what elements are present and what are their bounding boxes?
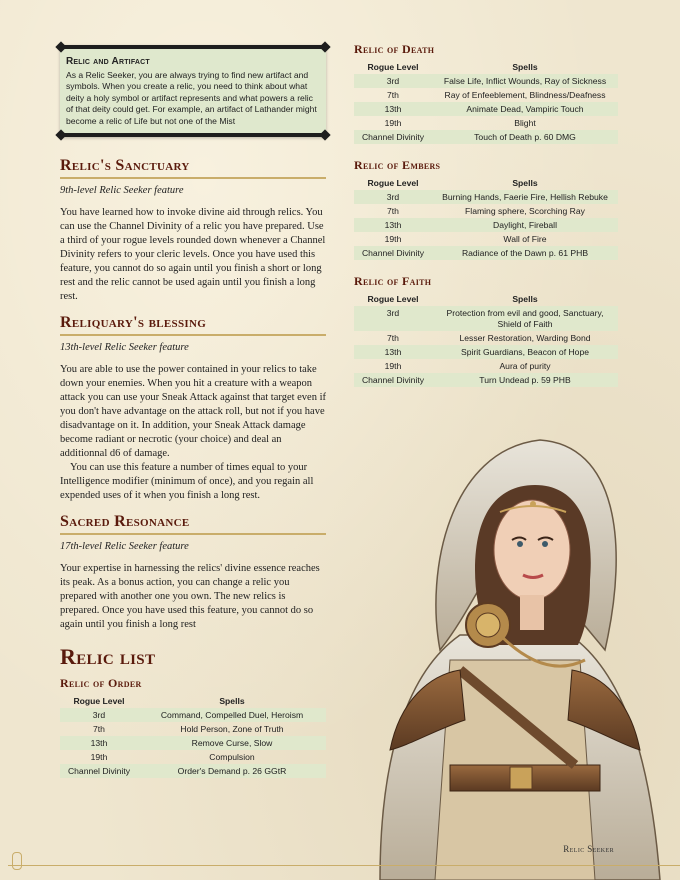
table-row: 3rd Protection from evil and good, Sanctuary, Shield of Faith	[354, 306, 618, 331]
note-text: As a Relic Seeker, you are always trying to find new artifact and symbols. When you create a relic, you need to think about what deity a holy symbol or artifact represents and what powers a relic of that deity could get. For example, an artifact of Lathander might become a relic of Life but not one of the Mist	[66, 69, 317, 126]
left-column	[60, 45, 326, 778]
death-heading: Relic of Death	[354, 42, 435, 56]
footer-rule	[8, 865, 680, 866]
order-col-spells: Spells	[219, 696, 245, 706]
table-row: 19th Blight	[384, 117, 536, 128]
table-row: 3rd Command, Compelled Duel, Heroism	[60, 708, 326, 722]
order-col-level: Rogue Level	[73, 696, 125, 706]
blessing-heading: Reliquary's blessing	[60, 314, 326, 336]
table-row: 19th Aura of purity	[384, 360, 551, 371]
relic-list-title: Relic list	[60, 644, 156, 669]
embers-table	[354, 176, 618, 260]
sidebar-note	[60, 45, 326, 137]
death-col-level: Rogue Level	[367, 62, 419, 72]
table-row: Channel Divinity Turn Undead p. 59 PHB	[354, 373, 618, 387]
blessing-text-2: You can use this feature a number of times equal to your Intelligence modifier (minimum of once), and you regain all expended uses of it when you finish a long rest.	[60, 462, 314, 501]
faith-heading: Relic of Faith	[354, 274, 432, 288]
death-col-spells: Spells	[512, 62, 538, 72]
table-row: 7th Ray of Enfeeblement, Blindness/Deafness	[387, 89, 606, 100]
table-row: 7th Flaming sphere, Scorching Ray	[387, 205, 585, 216]
hooded-cleric-illustration	[340, 420, 680, 880]
table-row: 19th Wall of Fire	[384, 233, 547, 244]
right-column	[354, 42, 618, 387]
table-row: 13th Daylight, Fireball	[354, 218, 618, 232]
table-row: 13th Remove Curse, Slow	[60, 736, 326, 750]
faith-col-level: Rogue Level	[367, 294, 419, 304]
page-ornament	[12, 852, 22, 870]
blessing-text-1: You are able to use the power contained in your relics to take down your enemies. When you hit a creature with a weapon attack you can use your Sneak Attack against that target even if you don't have advantage on the attack roll, but not if you have disadvantage on it. In addition, your Sneak Attack damage become radiant or necrotic (your choice) and deal an additionnal d6 of damage.	[60, 364, 327, 459]
blessing-feature-line: 13th-level Relic Seeker feature	[60, 342, 189, 353]
faith-col-spells: Spells	[512, 294, 538, 304]
order-heading: Relic of Order	[60, 676, 142, 690]
table-row: Channel Divinity Order's Demand p. 26 GGtR	[60, 764, 326, 778]
table-row: 7th Hold Person, Zone of Truth	[93, 723, 284, 734]
table-row: 13th Spirit Guardians, Beacon of Hope	[354, 345, 618, 359]
footer-label: Relic Seeker	[563, 844, 614, 854]
sanctuary-text: You have learned how to invoke divine aid through relics. You can use the Channel Divinity of a relic you have prepared. Use a third of your rogue levels rounded down whenever a Channel Divinity refers to your cleric levels. Once you have used this feature, you cannot do so again until you finish a short or long rest and the relic cannot be used again until you finish a long rest.	[60, 207, 326, 302]
death-table	[354, 60, 618, 144]
sanctuary-heading: Relic's Sanctuary	[60, 157, 326, 179]
faith-table	[354, 292, 618, 387]
resonance-heading: Sacred Resonance	[60, 513, 326, 535]
table-row: 7th Lesser Restoration, Warding Bond	[387, 332, 591, 343]
table-row: Channel Divinity Radiance of the Dawn p. 61 PHB	[354, 246, 618, 260]
note-title: Relic and Artifact	[66, 56, 150, 67]
table-row: 19th Compulsion	[90, 751, 255, 762]
table-row: Channel Divinity Touch of Death p. 60 DMG	[354, 130, 618, 144]
resonance-text: Your expertise in harnessing the relics' divine essence reaches its peak. As a bonus action, you can change a relic you prepared with another one you own. The new relics is prepared. Once you have used this feature, you cannot do so again until you finish a long rest	[60, 563, 320, 630]
sanctuary-feature-line: 9th-level Relic Seeker feature	[60, 185, 184, 196]
table-row: 3rd False Life, Inflict Wounds, Ray of Sickness	[354, 74, 618, 88]
embers-heading: Relic of Embers	[354, 158, 441, 172]
table-row: 13th Animate Dead, Vampiric Touch	[354, 102, 618, 116]
embers-col-spells: Spells	[512, 178, 538, 188]
table-row: 3rd Burning Hands, Faerie Fire, Hellish Rebuke	[354, 190, 618, 204]
resonance-feature-line: 17th-level Relic Seeker feature	[60, 541, 189, 552]
order-table	[60, 694, 326, 778]
embers-col-level: Rogue Level	[367, 178, 419, 188]
